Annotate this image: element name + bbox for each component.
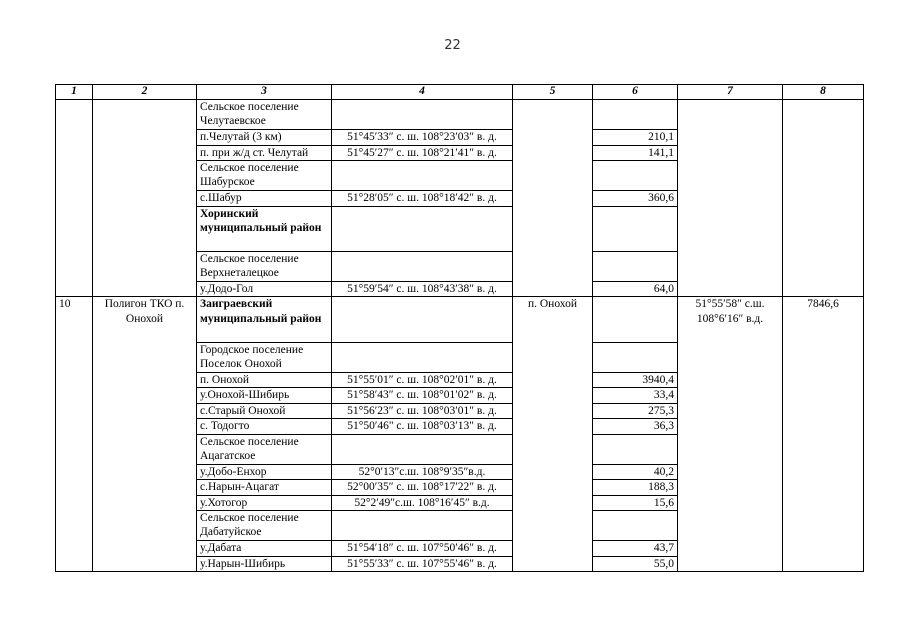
facility-total: 7846,6 bbox=[783, 297, 864, 572]
header-cell: 7 bbox=[678, 85, 783, 100]
waste-volume: 33,4 bbox=[593, 388, 678, 403]
settlement-name: Сельское поселение Шабурское bbox=[197, 161, 332, 191]
data-table bbox=[55, 84, 864, 572]
waste-volume bbox=[593, 251, 678, 281]
table-row bbox=[56, 297, 864, 342]
settlement-coord: 51°50′46" с. ш. 108°03′13" в. д. bbox=[332, 419, 513, 434]
facility-location bbox=[513, 100, 593, 297]
header-cell: 3 bbox=[197, 85, 332, 100]
settlement-coord: 51°45′27″ с. ш. 108°21′41″ в. д. bbox=[332, 145, 513, 160]
settlement-coord bbox=[332, 434, 513, 464]
settlement-name: Хоринский муниципальный район bbox=[197, 206, 332, 251]
settlement-coord: 51°45′33″ с. ш. 108°23′03″ в. д. bbox=[332, 130, 513, 145]
waste-volume: 43,7 bbox=[593, 541, 678, 556]
table-row bbox=[56, 100, 864, 130]
settlement-coord: 52°2′49″с.ш. 108°16′45″ в.д. bbox=[332, 495, 513, 510]
settlement-name: Городское поселение Поселок Онохой bbox=[197, 342, 332, 372]
header-cell: 6 bbox=[593, 85, 678, 100]
header-cell: 1 bbox=[56, 85, 93, 100]
settlement-name: п.Челутай (3 км) bbox=[197, 130, 332, 145]
header-cell: 4 bbox=[332, 85, 513, 100]
facility-name: Полигон ТКО п. Онохой bbox=[93, 297, 197, 572]
waste-volume: 36,3 bbox=[593, 419, 678, 434]
waste-volume: 188,3 bbox=[593, 480, 678, 495]
row-number bbox=[56, 100, 93, 297]
waste-volume bbox=[593, 206, 678, 251]
settlement-coord bbox=[332, 206, 513, 251]
waste-volume: 210,1 bbox=[593, 130, 678, 145]
page-number: 22 bbox=[444, 38, 461, 53]
settlement-coord: 51°55′01″ с. ш. 108°02′01″ в. д. bbox=[332, 372, 513, 387]
header-cell: 5 bbox=[513, 85, 593, 100]
settlement-coord: 51°28′05″ с. ш. 108°18′42″ в. д. bbox=[332, 191, 513, 206]
facility-total bbox=[783, 100, 864, 297]
settlement-coord bbox=[332, 251, 513, 281]
facility-coord bbox=[678, 100, 783, 297]
waste-volume bbox=[593, 342, 678, 372]
settlement-coord: 51°55′33″ с. ш. 107°55′46″ в. д. bbox=[332, 556, 513, 571]
waste-volume bbox=[593, 297, 678, 342]
waste-volume: 275,3 bbox=[593, 403, 678, 418]
header-cell: 2 bbox=[93, 85, 197, 100]
waste-volume: 64,0 bbox=[593, 282, 678, 297]
settlement-name: у.Нарын-Шибирь bbox=[197, 556, 332, 571]
settlement-name: у.Онохой-Шибирь bbox=[197, 388, 332, 403]
settlement-coord: 52°00′35″ с. ш. 108°17′22″ в. д. bbox=[332, 480, 513, 495]
settlement-name: у.Добо-Енхор bbox=[197, 464, 332, 479]
facility-coord: 51°55′58″ с.ш. 108°6′16″ в.д. bbox=[678, 297, 783, 572]
settlement-coord bbox=[332, 342, 513, 372]
waste-volume: 15,6 bbox=[593, 495, 678, 510]
settlement-name: п. Онохой bbox=[197, 372, 332, 387]
waste-volume: 40,2 bbox=[593, 464, 678, 479]
header-row bbox=[56, 85, 864, 100]
settlement-name: у.Дабата bbox=[197, 541, 332, 556]
settlement-name: Сельское поселение Челутаевское bbox=[197, 100, 332, 130]
settlement-name: Сельское поселение Верхнеталецкое bbox=[197, 251, 332, 281]
settlement-coord: 51°59′54″ с. ш. 108°43′38″ в. д. bbox=[332, 282, 513, 297]
settlement-name: Заиграевский муниципальный район bbox=[197, 297, 332, 342]
waste-volume bbox=[593, 100, 678, 130]
settlement-name: у.Хотогор bbox=[197, 495, 332, 510]
waste-volume bbox=[593, 434, 678, 464]
facility-location: п. Онохой bbox=[513, 297, 593, 572]
header-cell: 8 bbox=[783, 85, 864, 100]
settlement-coord bbox=[332, 100, 513, 130]
settlement-name: с.Шабур bbox=[197, 191, 332, 206]
settlement-coord: 52°0′13″с.ш. 108°9′35″в.д. bbox=[332, 464, 513, 479]
row-number: 10 bbox=[56, 297, 93, 572]
settlement-name: п. при ж/д ст. Челутай bbox=[197, 145, 332, 160]
waste-volume: 55,0 bbox=[593, 556, 678, 571]
settlement-name: с.Нарын-Ацагат bbox=[197, 480, 332, 495]
settlement-name: Сельское поселение Дабатуйское bbox=[197, 511, 332, 541]
settlement-coord bbox=[332, 511, 513, 541]
settlement-name: у.Додо-Гол bbox=[197, 282, 332, 297]
settlement-coord: 51°54′18″ с. ш. 107°50′46″ в. д. bbox=[332, 541, 513, 556]
settlement-name: Сельское поселение Ацагатское bbox=[197, 434, 332, 464]
settlement-coord bbox=[332, 297, 513, 342]
settlement-coord bbox=[332, 161, 513, 191]
waste-volume: 3940,4 bbox=[593, 372, 678, 387]
waste-volume: 141,1 bbox=[593, 145, 678, 160]
settlement-name: с. Тодогто bbox=[197, 419, 332, 434]
facility-name bbox=[93, 100, 197, 297]
settlement-coord: 51°58′43″ с. ш. 108°01′02″ в. д. bbox=[332, 388, 513, 403]
settlement-name: с.Старый Онохой bbox=[197, 403, 332, 418]
settlement-coord: 51°56′23″ с. ш. 108°03′01″ в. д. bbox=[332, 403, 513, 418]
waste-volume bbox=[593, 511, 678, 541]
waste-volume bbox=[593, 161, 678, 191]
waste-volume: 360,6 bbox=[593, 191, 678, 206]
